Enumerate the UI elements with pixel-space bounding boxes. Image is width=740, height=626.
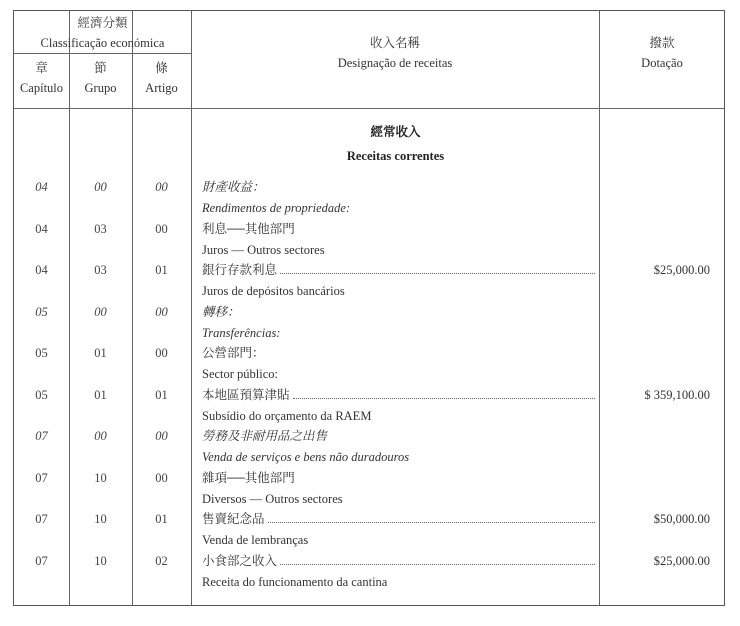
budget-table <box>13 10 725 606</box>
header-group: 節 Grupo <box>84 61 117 95</box>
description-zh-text: 銀行存款利息 <box>202 263 278 277</box>
description-zh: 轉移： <box>202 305 240 319</box>
description-pt: Diversos — Outros sectores <box>202 492 343 506</box>
column-divider <box>599 11 600 605</box>
allocation-amount: $25,000.00 <box>653 263 710 277</box>
section-title-pt: Receitas correntes <box>346 149 445 163</box>
group-code: 00 <box>94 305 107 319</box>
article-code: 00 <box>155 305 168 319</box>
section-title-zh: 經常收入 <box>370 125 421 139</box>
chapter-code: 07 <box>35 429 48 443</box>
allocation-amount: $50,000.00 <box>653 512 710 526</box>
description-pt: Receita do funcionamento da cantina <box>202 575 388 589</box>
article-code: 02 <box>155 554 168 568</box>
description-pt: Sector público: <box>202 367 279 381</box>
leader-dots <box>280 552 595 565</box>
description-zh-text: 小食部之收入 <box>202 554 278 568</box>
description-pt: Rendimentos de propriedade: <box>202 201 351 215</box>
article-code: 01 <box>155 388 168 402</box>
chapter-code: 05 <box>35 305 48 319</box>
header-article: 條 Artigo <box>145 61 178 95</box>
header-divider <box>14 53 191 54</box>
article-code: 00 <box>155 180 168 194</box>
description-zh-text: 本地區預算津貼 <box>202 388 290 402</box>
description-zh <box>202 261 595 279</box>
header-bottom-rule <box>14 108 724 109</box>
group-code: 03 <box>94 222 107 236</box>
header-allocation: 撥款 Dotação <box>641 36 683 70</box>
description-zh: 利息──其他部門 <box>202 222 295 236</box>
chapter-code: 07 <box>35 512 48 526</box>
description-pt: Juros de depósitos bancários <box>202 284 345 298</box>
header-chapter: 章 Capítulo <box>19 61 64 95</box>
group-code: 03 <box>94 263 107 277</box>
leader-dots <box>293 386 595 399</box>
description-zh: 公營部門： <box>202 346 265 360</box>
description-pt: Transferências: <box>202 326 281 340</box>
group-code: 00 <box>94 180 107 194</box>
description-zh: 勞務及非耐用品之出售 <box>202 429 328 443</box>
leader-dots <box>268 510 595 523</box>
description-pt: Venda de lembranças <box>202 533 309 547</box>
description-zh: 財產收益： <box>202 180 265 194</box>
article-code: 00 <box>155 471 168 485</box>
description-pt: Subsídio do orçamento da RAEM <box>202 409 372 423</box>
column-divider <box>191 11 192 605</box>
allocation-amount: $ 359,100.00 <box>644 388 710 402</box>
group-code: 10 <box>94 554 107 568</box>
leader-dots <box>280 261 595 274</box>
chapter-code: 07 <box>35 471 48 485</box>
article-code: 00 <box>155 346 168 360</box>
group-code: 00 <box>94 429 107 443</box>
header-designation: 收入名稱 Designação de receitas <box>337 36 453 70</box>
allocation-amount: $25,000.00 <box>653 554 710 568</box>
article-code: 00 <box>155 429 168 443</box>
description-zh <box>202 386 595 404</box>
group-code: 10 <box>94 471 107 485</box>
chapter-code: 07 <box>35 554 48 568</box>
group-code: 01 <box>94 388 107 402</box>
group-code: 10 <box>94 512 107 526</box>
description-pt: Juros — Outros sectores <box>202 243 325 257</box>
group-code: 01 <box>94 346 107 360</box>
article-code: 01 <box>155 512 168 526</box>
description-zh-text: 售賣紀念品 <box>202 512 265 526</box>
description-zh <box>202 552 595 570</box>
chapter-code: 05 <box>35 346 48 360</box>
chapter-code: 04 <box>35 263 48 277</box>
header-classification: 經濟分類 Classificação económica <box>40 16 165 50</box>
chapter-code: 04 <box>35 180 48 194</box>
description-pt: Venda de serviços e bens não duradouros <box>202 450 410 464</box>
chapter-code: 05 <box>35 388 48 402</box>
chapter-code: 04 <box>35 222 48 236</box>
article-code: 00 <box>155 222 168 236</box>
description-zh <box>202 510 595 528</box>
description-zh: 雜項──其他部門 <box>202 471 295 485</box>
article-code: 01 <box>155 263 168 277</box>
